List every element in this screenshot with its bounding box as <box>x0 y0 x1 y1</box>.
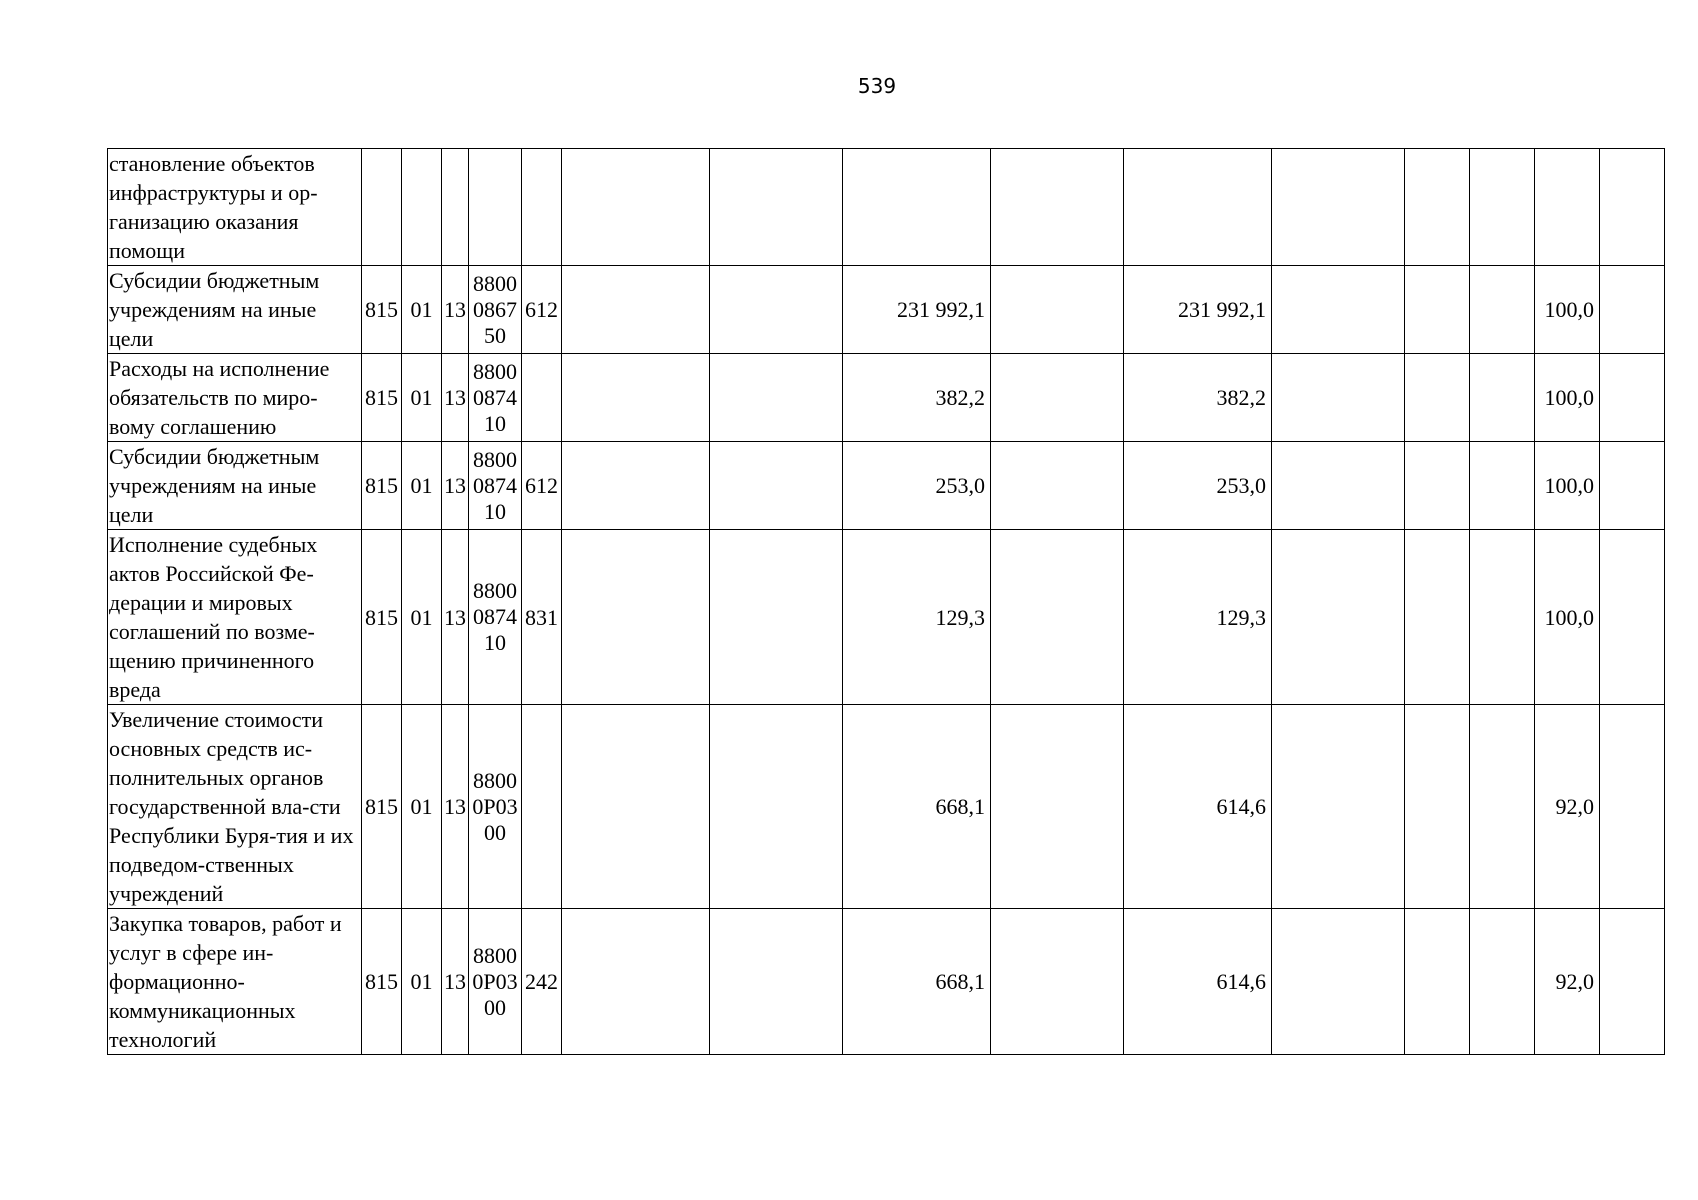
csr-code-part: 00 <box>484 994 506 1020</box>
rz-code-cell: 01 <box>402 909 442 1055</box>
empty-cell <box>991 705 1124 909</box>
empty-cell <box>991 909 1124 1055</box>
percent-cell: 92,0 <box>1535 705 1600 909</box>
approved-amount-cell: 668,1 <box>843 705 991 909</box>
rz-code-cell: 01 <box>402 266 442 354</box>
empty-cell <box>562 909 710 1055</box>
empty-cell <box>562 442 710 530</box>
ved-code-cell: 815 <box>362 909 402 1055</box>
empty-cell <box>991 530 1124 705</box>
percent-cell: 100,0 <box>1535 442 1600 530</box>
vr-code-cell <box>522 354 562 442</box>
empty-cell <box>1405 530 1470 705</box>
executed-amount-cell: 382,2 <box>1124 354 1272 442</box>
csr-code-part: 8800 <box>473 942 517 968</box>
csr-code-part: 0874 <box>473 604 517 629</box>
row-name-cell: Субсидии бюджетным учреждениям на иные цели <box>108 266 362 354</box>
ved-code-cell: 815 <box>362 442 402 530</box>
empty-cell <box>1470 354 1535 442</box>
percent-cell: 100,0 <box>1535 530 1600 705</box>
approved-amount-cell <box>843 149 991 266</box>
empty-cell <box>1470 266 1535 354</box>
ved-code-cell: 815 <box>362 705 402 909</box>
csr-code-part: 10 <box>484 410 506 436</box>
empty-cell <box>562 354 710 442</box>
csr-code-part: 8800 <box>473 358 517 384</box>
empty-cell <box>1600 530 1665 705</box>
csr-code-part: 10 <box>484 498 506 524</box>
table-row <box>108 266 1665 354</box>
vr-code-cell: 612 <box>522 266 562 354</box>
executed-amount-cell: 231 992,1 <box>1124 266 1272 354</box>
empty-cell <box>562 530 710 705</box>
table-row <box>108 530 1665 705</box>
executed-amount-cell: 253,0 <box>1124 442 1272 530</box>
percent-cell: 92,0 <box>1535 909 1600 1055</box>
pr-code-cell: 13 <box>442 266 469 354</box>
vr-code-cell: 612 <box>522 442 562 530</box>
pr-code-cell: 13 <box>442 705 469 909</box>
row-name-cell: становление объектов инфраструктуры и ор-ганизацию оказания помощи <box>108 149 362 266</box>
csr-code-cell <box>469 530 522 705</box>
table-row <box>108 442 1665 530</box>
ved-code-cell: 815 <box>362 266 402 354</box>
executed-amount-cell: 129,3 <box>1124 530 1272 705</box>
empty-cell <box>1405 705 1470 909</box>
empty-cell <box>562 266 710 354</box>
csr-code-part: 8800 <box>473 578 517 603</box>
csr-code-part: 50 <box>484 322 506 348</box>
percent-cell <box>1535 149 1600 266</box>
empty-cell <box>1405 266 1470 354</box>
empty-cell <box>1470 530 1535 705</box>
csr-code-part: 0874 <box>473 472 517 498</box>
executed-amount-cell: 614,6 <box>1124 909 1272 1055</box>
csr-code-cell <box>469 266 522 354</box>
empty-cell <box>1272 530 1405 705</box>
empty-cell <box>562 149 710 266</box>
empty-cell <box>710 705 843 909</box>
csr-code-part: 00 <box>484 819 506 845</box>
pr-code-cell: 13 <box>442 530 469 705</box>
table-row <box>108 149 1665 266</box>
pr-code-cell: 13 <box>442 442 469 530</box>
row-name-cell: Исполнение судебных актов Российской Фе-дерации и мировых соглашений по возме-щению причиненного вреда <box>108 530 362 705</box>
empty-cell <box>710 149 843 266</box>
empty-cell <box>1272 909 1405 1055</box>
table-row <box>108 705 1665 909</box>
empty-cell <box>1405 354 1470 442</box>
empty-cell <box>991 354 1124 442</box>
empty-cell <box>710 530 843 705</box>
row-name-cell: Закупка товаров, работ и услуг в сфере ин-формационно-коммуникационных технологий <box>108 909 362 1055</box>
empty-cell <box>1470 705 1535 909</box>
empty-cell <box>710 442 843 530</box>
ved-code-cell <box>362 149 402 266</box>
csr-code-cell <box>469 705 522 909</box>
empty-cell <box>1272 705 1405 909</box>
empty-cell <box>1405 909 1470 1055</box>
executed-amount-cell: 614,6 <box>1124 705 1272 909</box>
rz-code-cell: 01 <box>402 530 442 705</box>
table-row <box>108 354 1665 442</box>
csr-code-part: 8800 <box>473 270 517 296</box>
empty-cell <box>991 442 1124 530</box>
rz-code-cell: 01 <box>402 705 442 909</box>
rz-code-cell <box>402 149 442 266</box>
empty-cell <box>991 149 1124 266</box>
row-name-cell: Субсидии бюджетным учреждениям на иные цели <box>108 442 362 530</box>
ved-code-cell: 815 <box>362 530 402 705</box>
csr-code-part: 8800 <box>473 446 517 472</box>
empty-cell <box>1600 909 1665 1055</box>
pr-code-cell: 13 <box>442 909 469 1055</box>
percent-cell: 100,0 <box>1535 266 1600 354</box>
rz-code-cell: 01 <box>402 354 442 442</box>
approved-amount-cell: 231 992,1 <box>843 266 991 354</box>
table-row <box>108 909 1665 1055</box>
percent-cell: 100,0 <box>1535 354 1600 442</box>
csr-code-part: 0867 <box>473 296 517 322</box>
approved-amount-cell: 253,0 <box>843 442 991 530</box>
empty-cell <box>1272 149 1405 266</box>
vr-code-cell: 831 <box>522 530 562 705</box>
executed-amount-cell <box>1124 149 1272 266</box>
empty-cell <box>1405 442 1470 530</box>
approved-amount-cell: 668,1 <box>843 909 991 1055</box>
empty-cell <box>710 266 843 354</box>
empty-cell <box>1470 909 1535 1055</box>
empty-cell <box>1600 266 1665 354</box>
empty-cell <box>710 909 843 1055</box>
row-name-cell: Увеличение стоимости основных средств ис-полнительных органов государственной вла-сти Республики Буря-тия и их подведом-ственных учреждений <box>108 705 362 909</box>
empty-cell <box>1600 149 1665 266</box>
empty-cell <box>1470 442 1535 530</box>
empty-cell <box>1405 149 1470 266</box>
ved-code-cell: 815 <box>362 354 402 442</box>
row-name-cell: Расходы на исполнение обязательств по миро-вому соглашению <box>108 354 362 442</box>
empty-cell <box>1600 705 1665 909</box>
empty-cell <box>710 354 843 442</box>
empty-cell <box>1470 149 1535 266</box>
vr-code-cell <box>522 149 562 266</box>
csr-code-part: 0Р03 <box>472 968 518 994</box>
csr-code-cell <box>469 149 522 266</box>
csr-code-cell <box>469 909 522 1055</box>
vr-code-cell: 242 <box>522 909 562 1055</box>
rz-code-cell: 01 <box>402 442 442 530</box>
vr-code-cell <box>522 705 562 909</box>
csr-code-cell <box>469 442 522 530</box>
csr-code-part: 0874 <box>473 384 517 410</box>
approved-amount-cell: 382,2 <box>843 354 991 442</box>
empty-cell <box>991 266 1124 354</box>
empty-cell <box>562 705 710 909</box>
empty-cell <box>1272 442 1405 530</box>
pr-code-cell: 13 <box>442 354 469 442</box>
csr-code-part: 10 <box>484 630 506 655</box>
empty-cell <box>1272 266 1405 354</box>
budget-execution-table <box>107 148 1665 1055</box>
csr-code-part: 8800 <box>473 767 517 793</box>
approved-amount-cell: 129,3 <box>843 530 991 705</box>
empty-cell <box>1272 354 1405 442</box>
empty-cell <box>1600 442 1665 530</box>
empty-cell <box>1600 354 1665 442</box>
csr-code-cell <box>469 354 522 442</box>
page-number: 539 <box>857 74 897 98</box>
pr-code-cell <box>442 149 469 266</box>
csr-code-part: 0Р03 <box>472 793 518 819</box>
